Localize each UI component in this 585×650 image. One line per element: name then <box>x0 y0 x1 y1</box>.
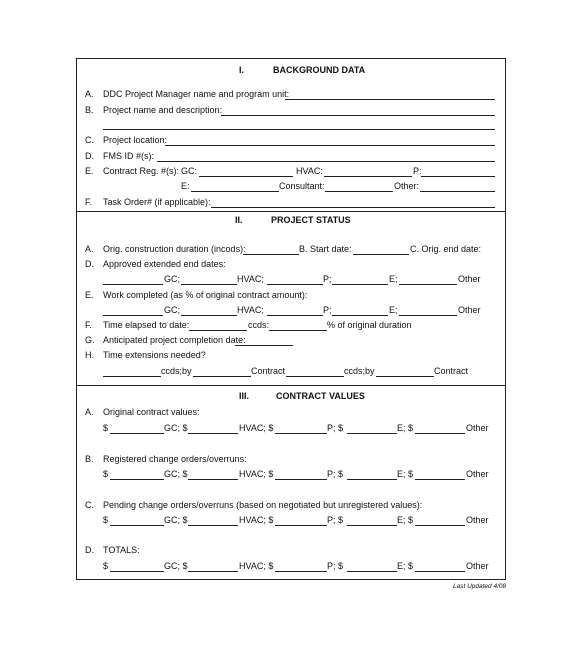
cv-c-e-label: E; $ <box>397 515 414 525</box>
section-2-number: II. <box>235 215 243 225</box>
bg-e-other-label: Other: <box>394 181 420 191</box>
wc-other-prefix-field[interactable] <box>399 315 457 316</box>
cv-c-dollar: $ <box>103 515 109 525</box>
orig-p-prefix-field[interactable] <box>275 433 327 434</box>
cv-b-e-label: E; $ <box>397 469 414 479</box>
cv-d-gc-label: GC; $ <box>164 561 188 571</box>
cv-d-hvac-label: HVAC; $ <box>239 561 274 571</box>
bg-b-label: Project name and description: <box>103 105 223 115</box>
pending-other-prefix-field[interactable] <box>415 525 465 526</box>
ps-d-label: Approved extended end dates: <box>103 259 226 269</box>
contract-reg-e-field[interactable] <box>191 191 279 192</box>
ext-by-field[interactable] <box>193 376 251 377</box>
cv-b-dollar: $ <box>103 469 109 479</box>
ps-h-contract-label: Contract <box>251 366 286 376</box>
contract-reg-gc-field[interactable] <box>199 176 293 177</box>
ext-hvac-prefix-field[interactable] <box>181 284 237 285</box>
total-p-prefix-field[interactable] <box>275 571 327 572</box>
last-updated-footer: Last Updated 4/08 <box>453 583 507 590</box>
bg-a-letter: A. <box>85 89 94 99</box>
bg-e-label: Contract Reg. #(s): <box>103 166 180 176</box>
project-name-field[interactable] <box>221 115 495 116</box>
cv-c-letter: C. <box>85 500 94 510</box>
section-1-number: I. <box>239 65 245 75</box>
bg-e-consultant-label: Consultant: <box>279 181 325 191</box>
start-date-field[interactable] <box>353 254 409 255</box>
project-location-field[interactable] <box>165 145 495 146</box>
total-e-prefix-field[interactable] <box>347 571 397 572</box>
ps-b-label: B. Start date: <box>299 244 352 254</box>
ext-hvac-label: HVAC; <box>237 274 264 284</box>
wc-gc-field[interactable] <box>103 315 163 316</box>
wc-hvac-label: HVAC; <box>237 305 264 315</box>
cv-a-letter: A. <box>85 407 94 417</box>
ext-ccds2-field[interactable] <box>286 376 344 377</box>
orig-e-prefix-field[interactable] <box>347 433 397 434</box>
bg-f-letter: F. <box>85 197 93 207</box>
bg-c-letter: C. <box>85 135 94 145</box>
section-divider <box>77 385 505 386</box>
ps-h-letter: H. <box>85 350 94 360</box>
orig-other-prefix-field[interactable] <box>415 433 465 434</box>
wc-gc-label: GC; <box>164 305 181 315</box>
reg-p-prefix-field[interactable] <box>275 479 327 480</box>
pending-gc-field[interactable] <box>110 525 164 526</box>
section-3-title: CONTRACT VALUES <box>276 391 365 401</box>
cv-c-p-label: P; $ <box>327 515 344 525</box>
bg-e-letter: E. <box>85 166 94 176</box>
project-description-field[interactable] <box>103 129 495 130</box>
wc-hvac-prefix-field[interactable] <box>181 315 237 316</box>
ps-c-label: C. Orig. end date: <box>410 244 482 254</box>
bg-d-letter: D. <box>85 151 94 161</box>
wc-e-label: E; <box>389 305 398 315</box>
total-other-prefix-field[interactable] <box>415 571 465 572</box>
wc-p-label: P; <box>323 305 332 315</box>
reg-hvac-prefix-field[interactable] <box>188 479 238 480</box>
fms-id-field[interactable] <box>157 161 495 162</box>
ext-e-label: E; <box>389 274 398 284</box>
ps-h-label: Time extensions needed? <box>103 350 206 360</box>
ext-p-prefix-field[interactable] <box>267 284 323 285</box>
cv-d-dollar: $ <box>103 561 109 571</box>
ext-by2-field[interactable] <box>376 376 434 377</box>
section-1-title: BACKGROUND DATA <box>273 65 366 75</box>
orig-duration-field[interactable] <box>243 254 299 255</box>
cv-c-hvac-label: HVAC; $ <box>239 515 274 525</box>
orig-hvac-prefix-field[interactable] <box>188 433 238 434</box>
ps-g-label: Anticipated project completion date: <box>103 335 246 345</box>
ps-h-ccdsby2-label: ccds;by <box>344 366 375 376</box>
ext-other-label: Other <box>458 274 481 284</box>
ps-g-letter: G. <box>85 335 95 345</box>
cv-a-label: Original contract values: <box>103 407 200 417</box>
cv-a-dollar: $ <box>103 423 109 433</box>
reg-e-prefix-field[interactable] <box>347 479 397 480</box>
bg-d-label: FMS ID #(s): <box>103 151 154 161</box>
pm-name-field[interactable] <box>285 99 495 100</box>
cv-b-hvac-label: HVAC; $ <box>239 469 274 479</box>
bg-e-gc-label: GC: <box>181 166 198 176</box>
cv-a-hvac-label: HVAC; $ <box>239 423 274 433</box>
ps-d-letter: D. <box>85 259 94 269</box>
ext-other-prefix-field[interactable] <box>399 284 457 285</box>
cv-a-e-label: E; $ <box>397 423 414 433</box>
time-elapsed-field[interactable] <box>189 330 247 331</box>
ps-f-label: Time elapsed to date: <box>103 320 190 330</box>
ps-f-pct-label: % of original duration <box>327 320 412 330</box>
cv-d-e-label: E; $ <box>397 561 414 571</box>
bg-e-e-label: E: <box>181 181 190 191</box>
ext-p-label: P; <box>323 274 332 284</box>
cv-b-other-label: Other <box>466 469 489 479</box>
ps-e-label: Work completed (as % of original contract amount): <box>103 290 308 300</box>
contract-reg-consultant-field[interactable] <box>325 191 393 192</box>
contract-reg-other-field[interactable] <box>420 191 495 192</box>
total-hvac-prefix-field[interactable] <box>188 571 238 572</box>
completion-date-field[interactable] <box>235 345 293 346</box>
ps-a-letter: A. <box>85 244 94 254</box>
cv-c-gc-label: GC; $ <box>164 515 188 525</box>
cv-b-label: Registered change orders/overruns: <box>103 454 247 464</box>
bg-f-label: Task Order# (if applicable): <box>103 197 211 207</box>
task-order-field[interactable] <box>211 207 495 208</box>
bg-c-label: Project location: <box>103 135 168 145</box>
cv-d-other-label: Other <box>466 561 489 571</box>
bg-e-hvac-label: HVAC: <box>296 166 323 176</box>
section-3-number: III. <box>239 391 250 401</box>
cv-a-other-label: Other <box>466 423 489 433</box>
wc-p-prefix-field[interactable] <box>267 315 323 316</box>
pct-duration-field[interactable] <box>269 330 327 331</box>
cv-b-p-label: P; $ <box>327 469 344 479</box>
bg-a-label: DDC Project Manager name and program unit: <box>103 89 290 99</box>
pending-e-prefix-field[interactable] <box>347 525 397 526</box>
cv-b-gc-label: GC; $ <box>164 469 188 479</box>
wc-other-label: Other <box>458 305 481 315</box>
reg-gc-field[interactable] <box>110 479 164 480</box>
ps-e-letter: E. <box>85 290 94 300</box>
contract-reg-hvac-field[interactable] <box>324 176 412 177</box>
ext-gc-field[interactable] <box>103 284 163 285</box>
contract-reg-p-field[interactable] <box>421 176 495 177</box>
ps-h-contract2-label: Contract <box>434 366 469 376</box>
section-2-title: PROJECT STATUS <box>271 215 351 225</box>
ext-ccds-field[interactable] <box>103 376 161 377</box>
ext-e-prefix-field[interactable] <box>332 284 388 285</box>
ext-gc-label: GC; <box>164 274 181 284</box>
cv-b-letter: B. <box>85 454 94 464</box>
cv-a-p-label: P; $ <box>327 423 344 433</box>
ps-f-letter: F. <box>85 320 93 330</box>
ps-a-label: Orig. construction duration (incods): <box>103 244 246 254</box>
cv-c-label: Pending change orders/overruns (based on negotiated but unregistered values): <box>103 500 423 510</box>
cv-d-letter: D. <box>85 545 94 555</box>
ps-f-ccds-label: ccds: <box>248 320 270 330</box>
reg-other-prefix-field[interactable] <box>415 479 465 480</box>
bg-e-p-label: P: <box>413 166 422 176</box>
total-gc-field[interactable] <box>110 571 164 572</box>
pending-hvac-prefix-field[interactable] <box>188 525 238 526</box>
wc-e-prefix-field[interactable] <box>332 315 388 316</box>
pending-p-prefix-field[interactable] <box>275 525 327 526</box>
cv-d-p-label: P; $ <box>327 561 344 571</box>
section-divider <box>77 211 505 212</box>
ps-h-ccdsby-label: ccds;by <box>161 366 192 376</box>
contract-status-form <box>76 58 506 580</box>
cv-d-label: TOTALS: <box>103 545 140 555</box>
bg-b-letter: B. <box>85 105 94 115</box>
cv-c-other-label: Other <box>466 515 489 525</box>
orig-gc-field[interactable] <box>110 433 164 434</box>
cv-a-gc-label: GC; $ <box>164 423 188 433</box>
